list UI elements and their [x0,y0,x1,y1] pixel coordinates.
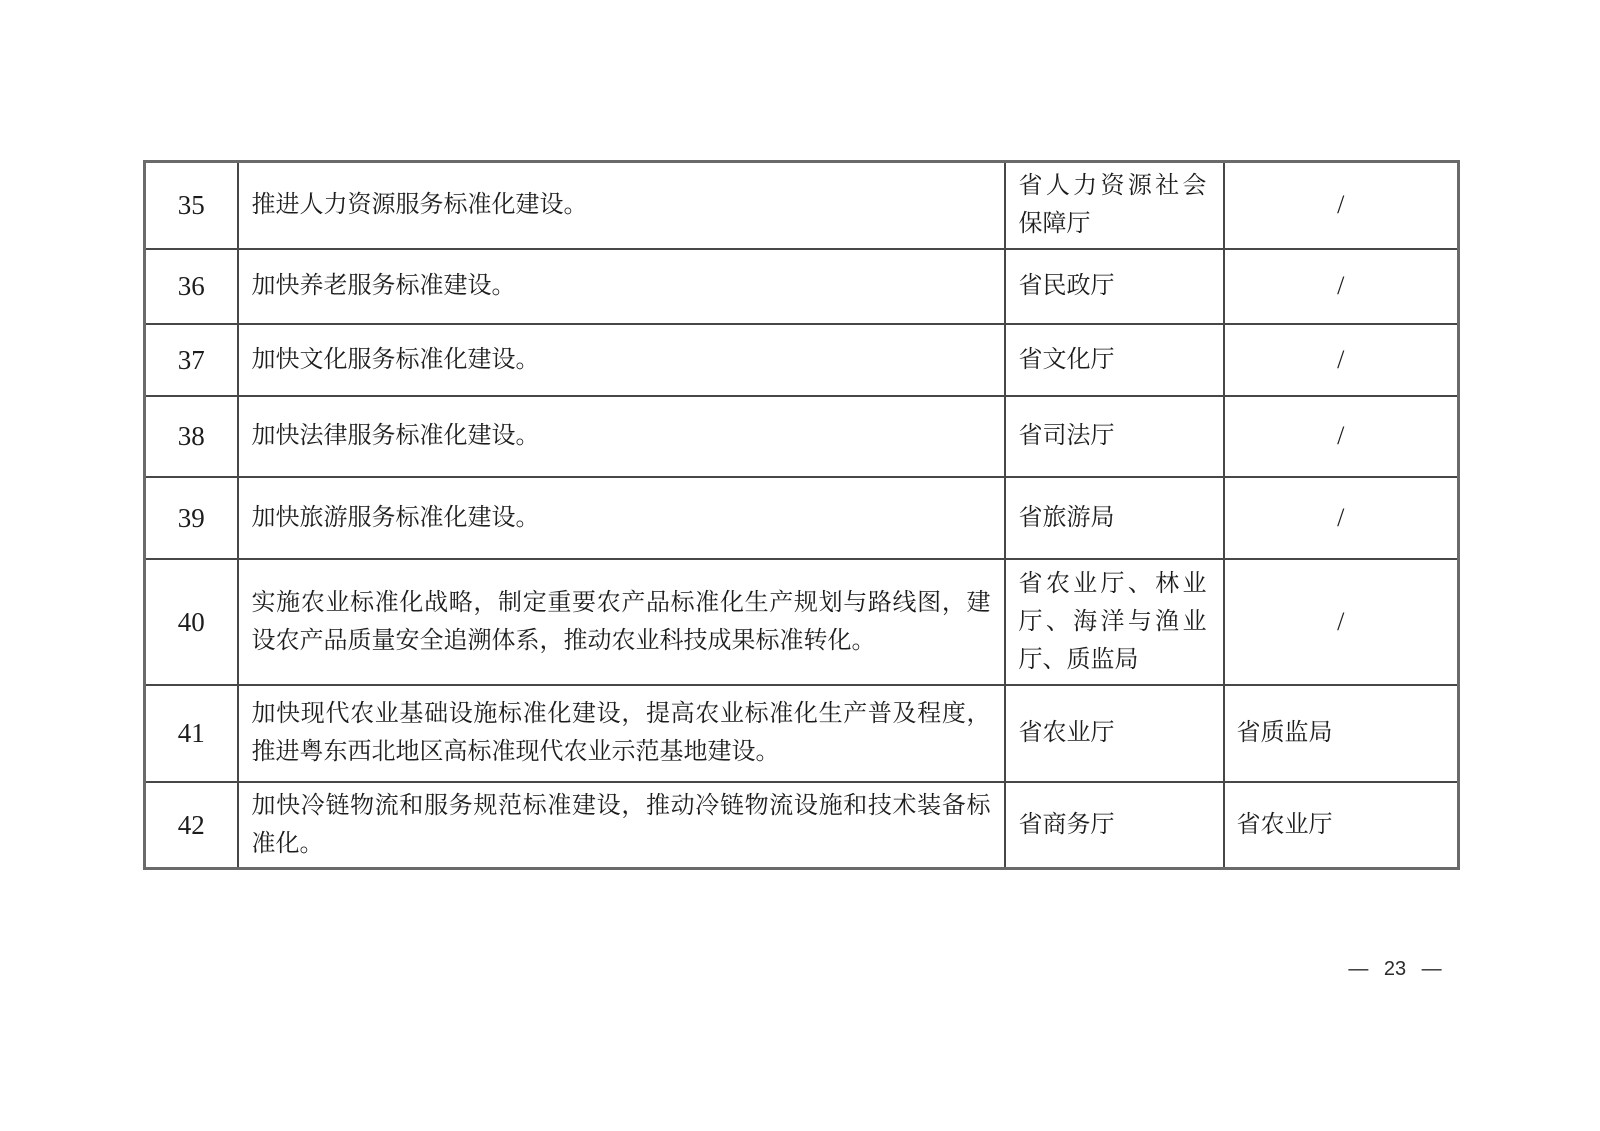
lead-department-cell: 省文化厅 [1005,324,1224,396]
row-number-cell: 37 [145,324,238,396]
task-cell: 推进人力资源服务标准化建设。 [238,162,1005,249]
cooperating-department-cell: / [1224,162,1459,249]
table-row [145,477,1459,559]
table-row [145,782,1459,869]
table-row [145,249,1459,324]
task-cell: 加快文化服务标准化建设。 [238,324,1005,396]
row-number-cell: 40 [145,559,238,685]
task-cell: 加快法律服务标准化建设。 [238,396,1005,477]
lead-department-cell: 省农业厅、林业厅、海洋与渔业厅、质监局 [1005,559,1224,685]
lead-department-cell: 省民政厅 [1005,249,1224,324]
cooperating-department-cell: / [1224,477,1459,559]
lead-department-cell: 省人力资源社会保障厅 [1005,162,1224,249]
cooperating-department-cell: 省质监局 [1224,685,1459,782]
table-row [145,685,1459,782]
row-number-cell: 35 [145,162,238,249]
table-row [145,324,1459,396]
lead-department-cell: 省司法厅 [1005,396,1224,477]
row-number-cell: 41 [145,685,238,782]
lead-department-cell: 省商务厅 [1005,782,1224,869]
page-number: — 23 — [1348,958,1442,980]
lead-department-cell: 省旅游局 [1005,477,1224,559]
cooperating-department-cell: / [1224,249,1459,324]
task-cell: 加快现代农业基础设施标准化建设，提高农业标准化生产普及程度，推进粤东西北地区高标准现代农业示范基地建设。 [238,685,1005,782]
table-row [145,396,1459,477]
row-number-cell: 39 [145,477,238,559]
cooperating-department-cell: / [1224,324,1459,396]
row-number-cell: 36 [145,249,238,324]
row-number-cell: 38 [145,396,238,477]
task-cell: 实施农业标准化战略，制定重要农产品标准化生产规划与路线图，建设农产品质量安全追溯体系，推动农业科技成果标准转化。 [238,559,1005,685]
tasks-table [143,160,1460,870]
lead-department-cell: 省农业厅 [1005,685,1224,782]
table-row [145,162,1459,249]
cooperating-department-cell: / [1224,396,1459,477]
task-cell: 加快冷链物流和服务规范标准建设，推动冷链物流设施和技术装备标准化。 [238,782,1005,869]
task-cell: 加快养老服务标准建设。 [238,249,1005,324]
row-number-cell: 42 [145,782,238,869]
cooperating-department-cell: 省农业厅 [1224,782,1459,869]
task-cell: 加快旅游服务标准化建设。 [238,477,1005,559]
table-row [145,559,1459,685]
cooperating-department-cell: / [1224,559,1459,685]
